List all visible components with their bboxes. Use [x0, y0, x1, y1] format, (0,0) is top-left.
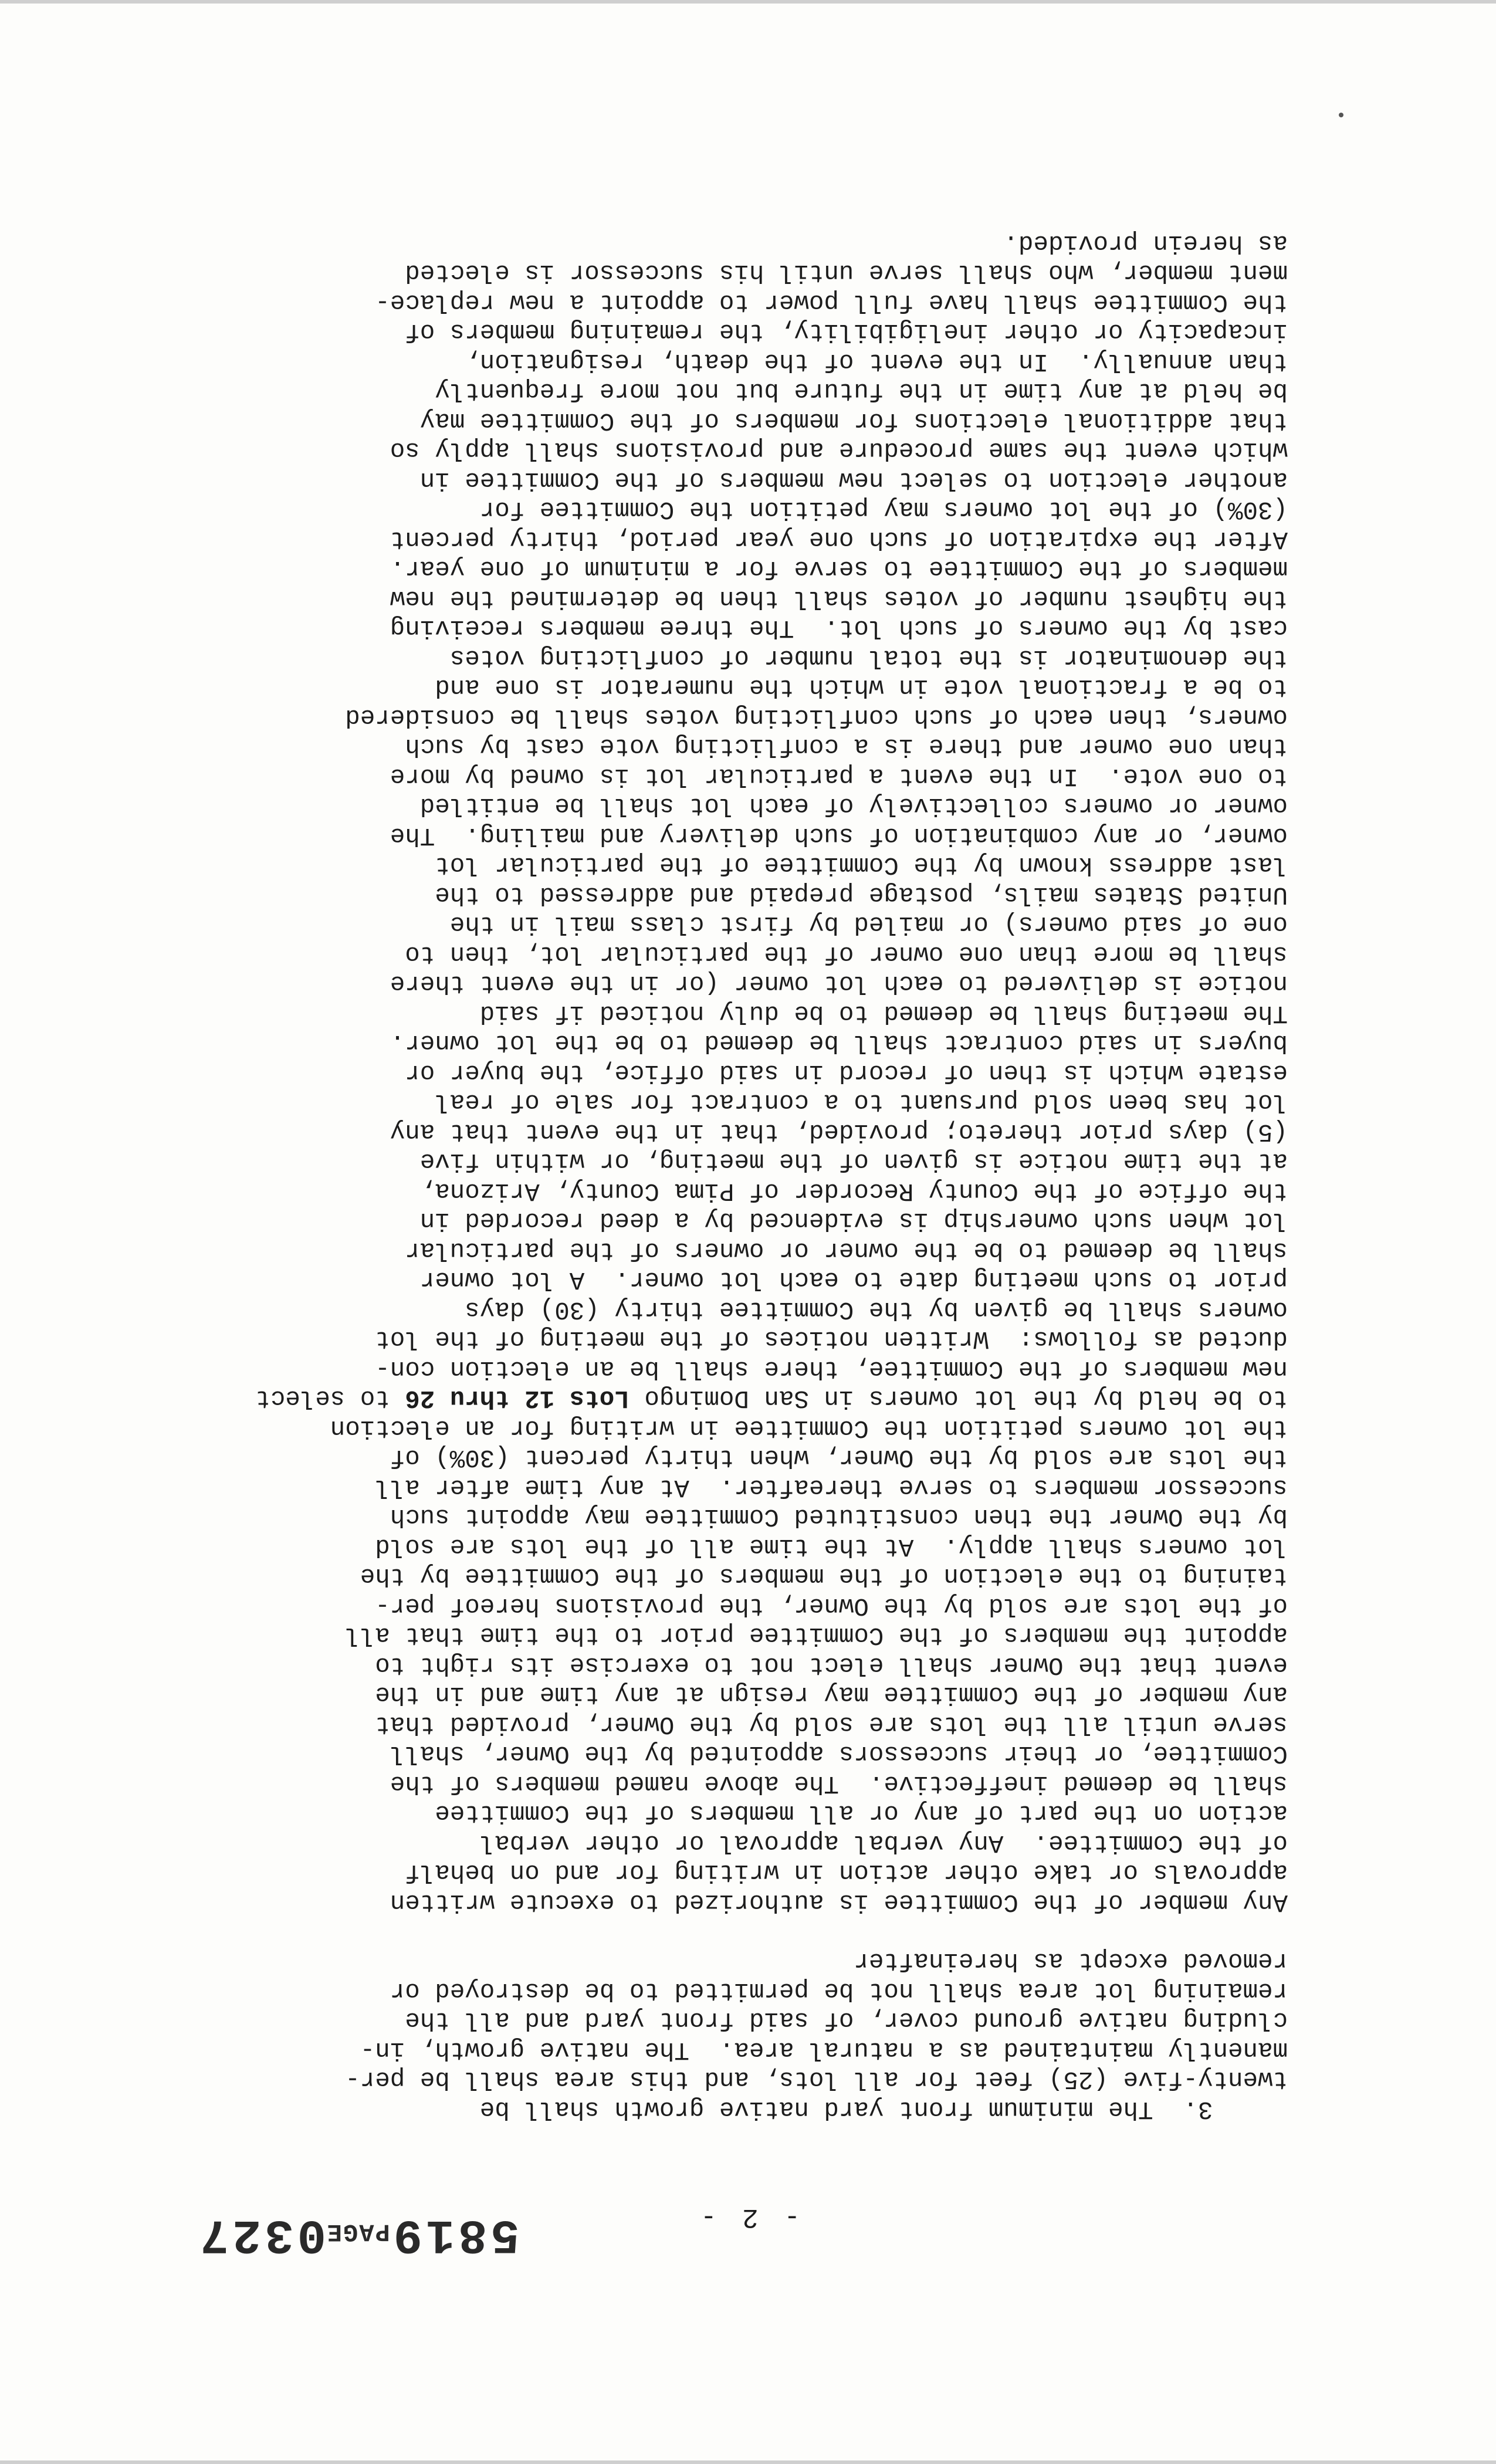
text-line: removed except as hereinafter — [854, 1947, 1288, 1975]
lots-range-bold: Lots 12 thru 26 — [405, 1384, 629, 1413]
text-line: estate which is then of record in said office, the buyer or — [405, 1058, 1288, 1087]
paragraph-committee — [155, 228, 1288, 1917]
text-line: shall be deemed to be the owner or owners of the particular — [405, 1236, 1288, 1264]
text-line: by the Owner the then constituted Committee may appoint such — [390, 1502, 1288, 1531]
text-line: cast by the owners of such lot. The three members receiving — [390, 614, 1288, 642]
text-line: incapacity or other ineligibility, the remaining members of — [405, 317, 1288, 346]
text-line: appoint the members of the Committee prior to the time that all — [345, 1621, 1288, 1650]
text-line: than one owner and there is a conflicting vote cast by such — [405, 732, 1288, 761]
text-line: notice is delivered to each lot owner (or in the event there — [390, 969, 1288, 998]
text-line: (30%) of the lot owners may petition the Committee for — [479, 495, 1288, 524]
scan-speck — [1339, 113, 1343, 117]
text-line: that additional elections for members of the Committee may — [419, 407, 1288, 435]
recording-page-label: PAGE — [326, 2218, 390, 2246]
text-line: owner, or any combination of such delivery and mailing. The — [390, 821, 1288, 849]
text-line: new members of the Committee, there shall be an election con- — [375, 1355, 1288, 1383]
text-line: any member of the Committee may resign at any time and in the — [375, 1680, 1288, 1709]
text-line: cluding native ground cover, of said front yard and all the — [405, 2006, 1288, 2035]
page-number: - 2 - — [695, 2202, 801, 2232]
text-line: to one vote. In the event a particular lot is owned by more — [390, 762, 1288, 790]
text-line: another election to select new members of the Committee in — [419, 466, 1288, 494]
text-line: lot owners shall apply. At the time all of the lots are sold — [375, 1532, 1288, 1561]
text-line: the highest number of votes shall then be determined the new — [390, 584, 1288, 612]
document-body — [155, 228, 1288, 2124]
text-line: United States mails, postage prepaid and addressed to the — [435, 881, 1288, 909]
text-line: of the Committee. Any verbal approval or other verbal — [479, 1829, 1288, 1857]
text-line: be held at any time in the future but not more frequently — [435, 377, 1288, 405]
text-line: ment member, who shall serve until his successor is elected — [405, 258, 1288, 287]
text-line: Any member of the Committee is authorized to execute written — [390, 1888, 1288, 1916]
text-line: lot has been sold pursuant to a contract for sale of real — [435, 1088, 1288, 1116]
text-line: manently maintained as a natural area. The native growth, in- — [360, 2036, 1288, 2064]
recording-page-number: 0327 — [197, 2207, 326, 2262]
scan-edge-top — [0, 2460, 1496, 2464]
text-line: owner or owners collectively of each lot shall be entitled — [419, 791, 1288, 820]
text-line: owners, then each of such conflicting votes shall be considered — [345, 703, 1288, 731]
text-line: The meeting shall be deemed to be duly noticed if said — [479, 999, 1288, 1027]
text-line: event that the Owner shall elect not to exercise its right to — [375, 1651, 1288, 1679]
text-line: the office of the County Recorder of Pima County, Arizona, — [419, 1177, 1288, 1205]
text-line: which event the same procedure and provisions shall apply so — [390, 436, 1288, 465]
text-line: the lots are sold by the Owner, when thirty percent (30%) of — [390, 1443, 1288, 1472]
text-line: of the lots are sold by the Owner, the provisions hereof per- — [375, 1592, 1288, 1620]
text-line: shall be deemed ineffective. The above named members of the — [390, 1769, 1288, 1798]
text-line: (5) days prior thereto; provided, that in the event that any — [390, 1118, 1288, 1146]
text-line: members of the Committee to serve for a minimum of one year. — [390, 554, 1288, 583]
text-line: to be a fractional vote in which the numerator is one and — [435, 673, 1288, 702]
text-segment: to be held by the lot owners in San Domingo — [629, 1384, 1288, 1413]
text-line-lots — [155, 1383, 1288, 1413]
recording-book-number: 5819 — [390, 2207, 520, 2262]
text-line: the lot owners petition the Committee in writing for an election — [330, 1414, 1288, 1442]
text-line: at the time notice is given of the meeting, or within five — [419, 1147, 1288, 1176]
paragraph-front-yard — [155, 1946, 1288, 2124]
text-line: prior to such meeting date to each lot owner. A lot owner — [419, 1265, 1288, 1294]
scan-edge-bottom — [0, 0, 1496, 4]
text-line: buyers in said contract shall be deemed to be the lot owner. — [390, 1028, 1288, 1057]
text-line: remaining lot area shall not be permitted to be destroyed or — [390, 1976, 1288, 2005]
text-line: serve until all the lots are sold by the Owner, provided that — [375, 1710, 1288, 1738]
text-line: the Committee shall have full power to appoint a new replace- — [375, 288, 1288, 316]
text-line: approvals or take other action in writing for and on behalf — [405, 1858, 1288, 1887]
text-line: taining to the election of the members of the Committee by the — [360, 1562, 1288, 1590]
text-segment: to select — [255, 1384, 405, 1413]
text-line: owners shall be given by the Committee thirty (30) days — [465, 1295, 1288, 1324]
text-line: as herein provided. — [1003, 229, 1288, 257]
text-line: twenty-five (25) feet for all lots, and this area shall be per- — [345, 2065, 1288, 2094]
text-line: one of said owners) or mailed by first class mail in the — [449, 910, 1288, 939]
text-line: successor members to serve thereafter. At any time after all — [375, 1473, 1288, 1501]
text-line: Committee, or their successors appointed by the Owner, shall — [390, 1739, 1288, 1768]
text-line: lot when such ownership is evidenced by a deed recorded in — [419, 1206, 1288, 1235]
text-line: the denominator is the total number of conflicting votes — [449, 644, 1288, 672]
text-line: ducted as follows: Written notices of the meeting of the lot — [375, 1325, 1288, 1353]
text-line: 3. The minimum front yard native growth shall be — [479, 2095, 1288, 2123]
text-line: action on the part of any or all members of the Committee — [435, 1799, 1288, 1827]
text-line: than annually. In the event of the death, resignation, — [465, 347, 1288, 375]
text-line: last address known by the Committee of the particular lot — [435, 851, 1288, 879]
text-line: After the expiration of such one year period, thirty percent — [390, 525, 1288, 553]
text-line: shall be more than one owner of the particular lot, then to — [405, 940, 1288, 968]
